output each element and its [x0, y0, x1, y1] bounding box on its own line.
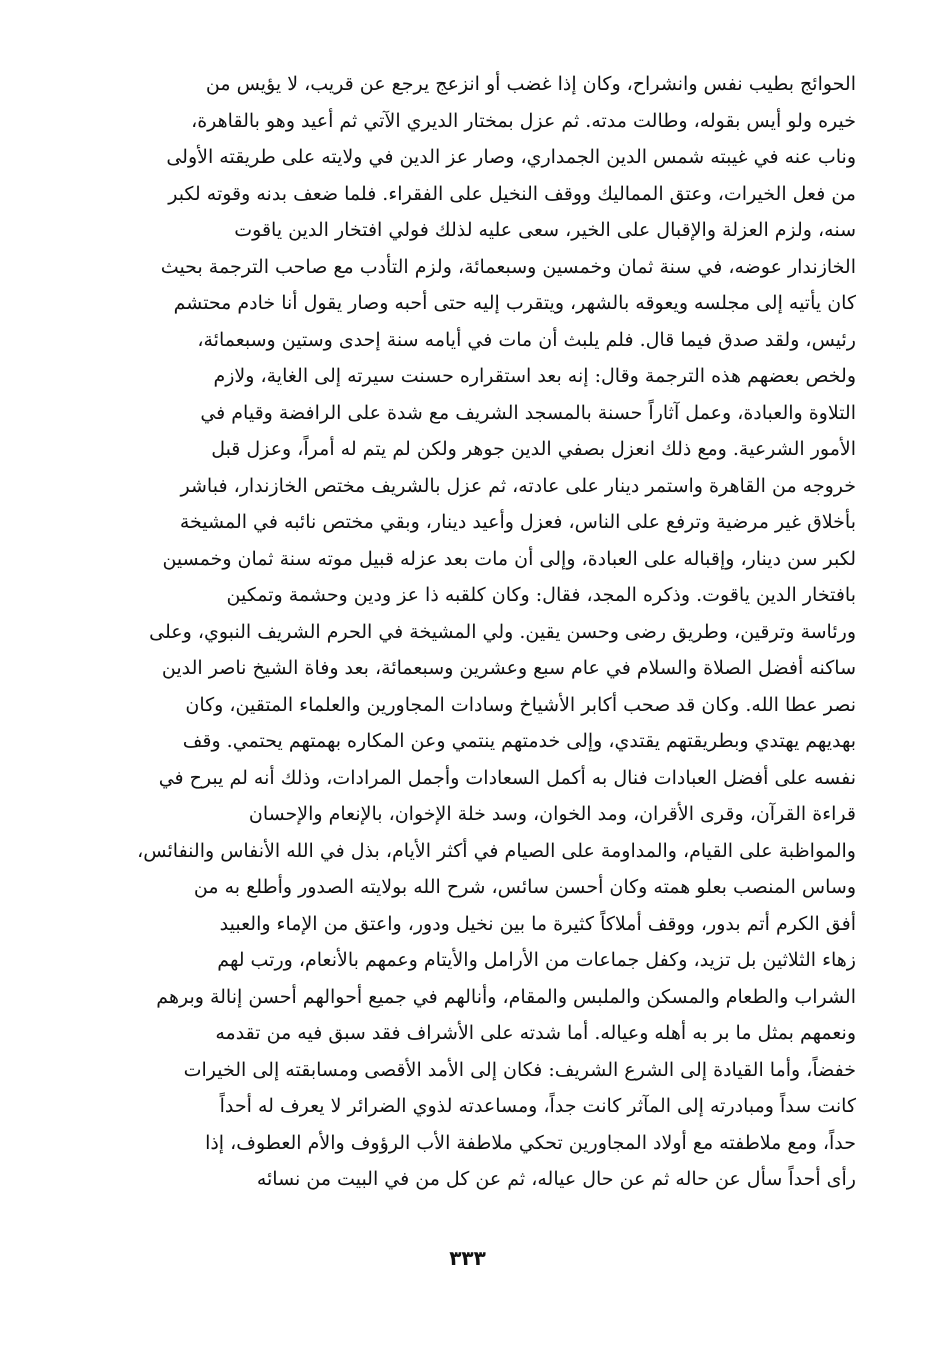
text-line: نفسه على أفضل العبادات فنال به أكمل السعادات وأجمل المرادات، وذلك أنه لم يبرح في	[158, 766, 856, 789]
text-line: وساس المنصب بعلو همته وكان أحسن سائس، شرح الله بولايته الصدور وأطلع به من	[193, 876, 856, 898]
text-line: نصر عطا الله. وكان قد صحب أكابر الأشياخ وسادات المجاورين والعلماء المتقين، وكان	[185, 693, 856, 716]
text-line: الشراب والطعام والمسكن والملبس والمقام، وأنالهم في جميع أحوالهم أحسن إنالة وبرهم	[156, 985, 856, 1008]
text-line: التلاوة والعبادة، وعمل آثاراً حسنة بالمسجد الشريف مع شدة على الرافضة وقيام في	[200, 401, 856, 424]
page-number: ٣٣٣	[449, 1246, 486, 1270]
body-text	[96, 66, 856, 1198]
text-line: كان يأتيه إلى مجلسه ويعوقه بالشهر، ويتقرب إليه حتى أحبه وصار يقول أنا خادم محتشم	[173, 292, 856, 314]
text-line: خيره ولو أيس بقوله، وطالت مدته. ثم عزل بمختار الديري الآتي ثم أعيد وهو بالقاهرة،	[191, 109, 856, 132]
text-line: وناب عنه في غيبته شمس الدين الجمداري، وصار عز الدين في ولايته على طريقته الأولى	[166, 146, 856, 168]
text-line: بهديهم يهتدي وبطريقتهم يقتدي، وإلى خدمتهم ينتمي وعن المكاره بهمتهم يحتمي. وقف	[182, 730, 856, 752]
text-line: كانت سداً ومبادرته إلى المآثر كانت جداً، ومساعدته لذوي الضرائر لا يعرف له أحداً	[219, 1095, 856, 1117]
text-line: قراءة القرآن، وقرى الأقران، ومد الخوان، وسد خلة الإخوان، بالإنعام والإحسان	[248, 803, 856, 825]
text-line: خفضاً، وأما القيادة إلى الشرع الشريف: فكان إلى الأمد الأقصى ومسابقته إلى الخيرات	[183, 1058, 856, 1081]
text-line: الحوائج بطيب نفس وانشراح، وكان إذا غضب أو انزعج يرجع عن قريب، لا يؤيس من	[205, 73, 856, 95]
text-line: أفق الكرم أتم بدور، ووقف أملاكاً كثيرة ما بين نخيل ودور، واعتق من الإماء والعبيد	[219, 912, 856, 935]
text-line: رئيس، ولقد صدق فيما قال. فلم يلبث أن مات في أيامه سنة إحدى وستين وسبعمائة،	[197, 328, 856, 351]
text-line: حداً، ومع ملاطفته مع أولاد المجاورين تحكي ملاطفة الأب الرؤوف والأم العطوف، إذا	[205, 1131, 856, 1154]
text-line: زهاء الثلاثين بل تزيد، وكفل جماعات من الأرامل والأيتام وعمهم بالأنعام، ورتب لهم	[217, 949, 856, 971]
text-line: بافتخار الدين ياقوت. وذكره المجد، فقال: وكان كلقبه ذا عز ودين وحشمة وتمكين	[226, 584, 856, 606]
text-line: من فعل الخيرات، وعتق المماليك ووقف النخيل على الفقراء. فلما ضعف بدنه وقوته لكبر	[168, 182, 856, 205]
text-line: سنه، ولزم العزلة والإقبال على الخير، سعى عليه لذلك فولي افتخار الدين ياقوت	[234, 219, 856, 241]
text-line: بأخلاق غير مرضية وترفع على الناس، فعزل وأعيد دينار، وبقي مختص نائبه في المشيخة	[179, 511, 856, 533]
text-line: لكبر سن دينار، وإقباله على العبادة، وإلى أن مات بعد عزله قبيل موته سنة ثمان وخمسين	[162, 547, 856, 570]
text-line: الخازندار عوضه، في سنة ثمان وخمسين وسبعمائة، ولزم التأدب مع صاحب الترجمة بحيث	[160, 255, 856, 278]
text-line: خروجه من القاهرة واستمر دينار على عادته، ثم عزل بالشريف مختص الخازندار، فباشر	[180, 474, 856, 497]
text-line: ساكنه أفضل الصلاة والسلام في عام سبع وعشرين وسبعمائة، بعد وفاة الشيخ ناصر الدين	[161, 657, 856, 679]
text-line: ولخص بعضهم هذه الترجمة وقال: إنه بعد استقراره حسنت سيرته إلى الغاية، ولازم	[213, 365, 856, 387]
text-line: ونعمهم بمثل ما بر به أهله وعياله. أما شدته على الأشراف فقد سبق فيه من تقدمه	[215, 1022, 856, 1044]
text-line: رأى أحداً سأل عن حاله ثم عن حال عياله، ثم عن كل من في البيت من نسائه	[256, 1168, 856, 1190]
text-line: ورئاسة وترقين، وطريق رضى وحسن يقين. ولي المشيخة في الحرم الشريف النبوي، وعلى	[149, 620, 856, 643]
text-line: والمواظبة على القيام، والمداومة على الصيام في أكثر الأيام، بذل في الله الأنفاس والنفائس،	[137, 839, 856, 862]
text-line: الأمور الشرعية. ومع ذلك انعزل بصفي الدين جوهر ولكن لم يتم له أمراً، وعزل قبل	[211, 438, 856, 460]
